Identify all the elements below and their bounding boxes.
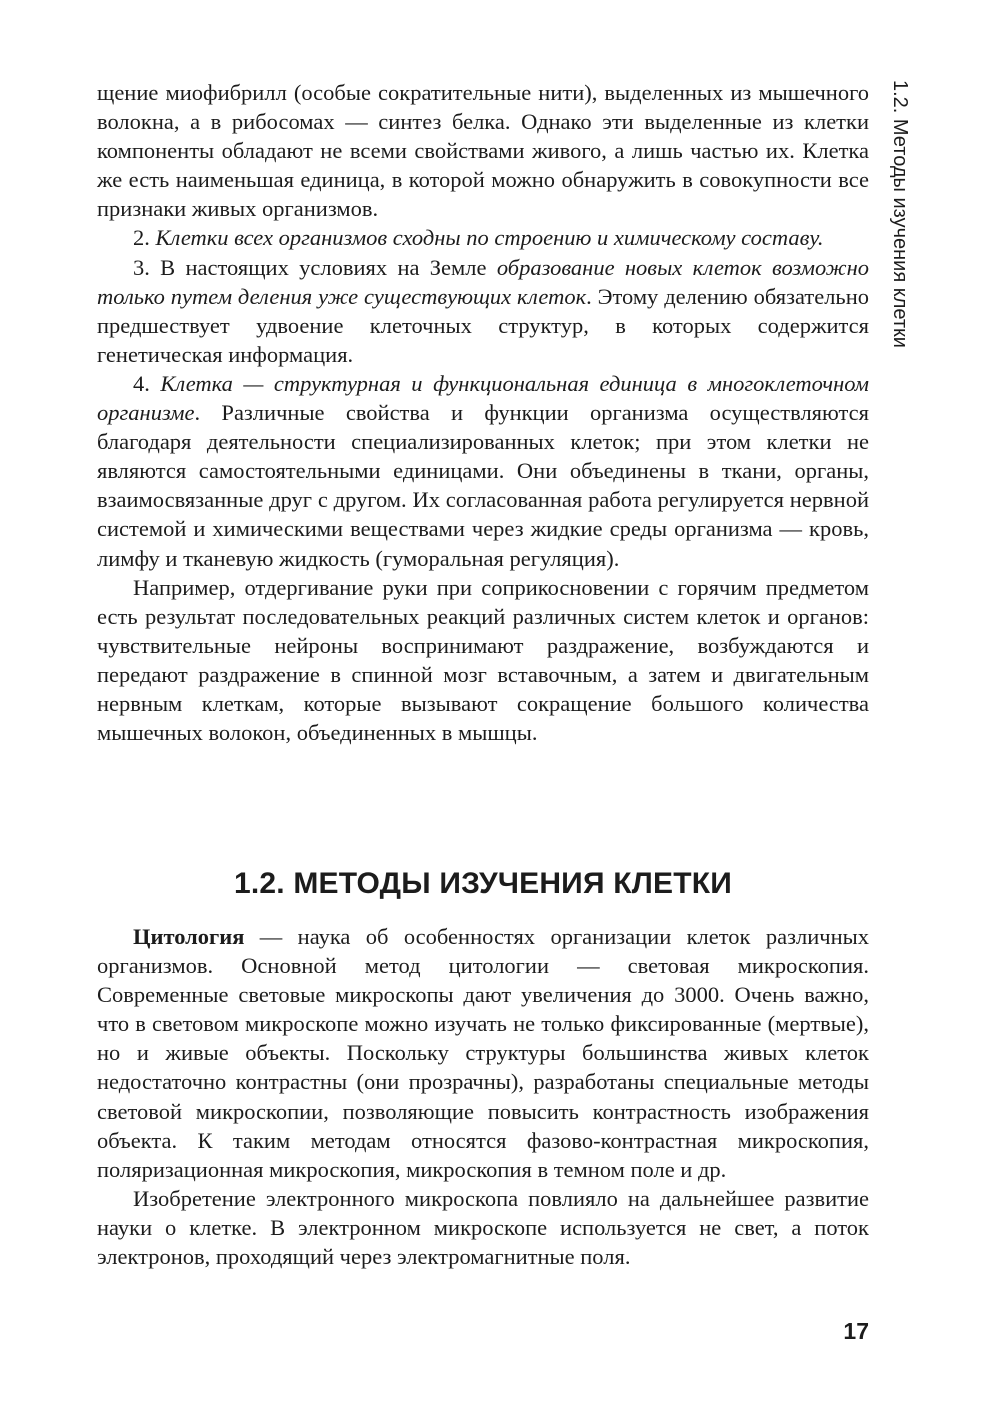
text-block-top bbox=[97, 78, 869, 747]
running-head: 1.2. Методы изучения клетки bbox=[889, 80, 911, 348]
paragraph-point-2 bbox=[97, 223, 869, 252]
point-4-statement: Клетка — структурная и функциональная единица в многоклеточном организме bbox=[97, 370, 869, 426]
point-2-number: 2. bbox=[133, 225, 156, 251]
cytology-definition: — наука об особенностях организации клеток различных организмов. Основной метод цитологии — световая микроскопия. Современные световые микроскопы дают увеличения до 3000. Очень важно, что в световом микроскопе можно изучать не только фиксированные (мертвые), но и живые объекты. Поскольку структуры большинства живых клеток недостаточно контрастны (они прозрачны), разработаны специальные методы световой микроскопии, позволяющие повысить контрастность изображения объекта. К таким методам относятся фазово-контрастная микроскопия, поляризационная микроскопия, микроскопия в темном поле и др. bbox=[97, 924, 869, 1182]
point-3-text: . Этому делению обязательно предшествует удвоение клеточных структур, в которых содержится генетическая информация. bbox=[97, 283, 869, 367]
paragraph-point-4 bbox=[97, 369, 869, 573]
paragraph-electron-microscope: Изобретение электронного микроскопа повлияло на дальнейшее развитие науки о клетке. В электронном микроскопе используется не свет, а поток электронов, проходящий через электромагнитные поля. bbox=[97, 1185, 869, 1270]
point-3-lead: 3. В настоящих условиях на Земле bbox=[133, 254, 497, 280]
page-number: 17 bbox=[843, 1318, 869, 1344]
paragraph-cytology bbox=[97, 922, 869, 1184]
section-heading: 1.2. МЕТОДЫ ИЗУЧЕНИЯ КЛЕТКИ bbox=[233, 867, 733, 900]
point-3-statement: образование новых клеток возможно только путем деления уже существующих клеток bbox=[97, 254, 870, 309]
paragraph-continuation: щение миофибрилл (особые сократительные нити), выделенных из мышечного волокна, а в рибосомах — синтез белка. Однако эти выделенные из клетки компоненты обладают не всеми свойствами живого, а лишь частью их. Клетка же есть наименьшая единица, в которой можно обнаружить в совокупности все признаки живых организмов. bbox=[97, 80, 869, 222]
text-block-bottom bbox=[97, 922, 869, 1271]
paragraph-example: Например, отдергивание руки при соприкосновении с горячим предметом есть результат последовательных реакций различных систем клеток и органов: чувствительные нейроны воспринимают раздражение, возбуждаются и передают раздражение в спинной мозг вставочным, а затем и двигательным нервным клеткам, которые вызывают сокращение большого количества мышечных волокон, объединенных в мышцы. bbox=[97, 574, 869, 746]
point-4-text: . Различные свойства и функции организма осуществляются благодаря деятельности специализированных клеток; при этом клетки не являются самостоятельными единицами. Они объединены в ткани, органы, взаимосвязанные друг с другом. Их согласованная работа регулируется нервной системой и химическими веществами через жидкие среды организма — кровь, лимфу и тканевую жидкость (гуморальная регуляция). bbox=[97, 400, 869, 571]
paragraph-point-3 bbox=[97, 253, 869, 369]
term-cytology: Цитология bbox=[133, 924, 245, 949]
point-4-number: 4. bbox=[133, 370, 161, 396]
point-2-statement: Клетки всех организмов сходны по строению и химическому составу. bbox=[155, 225, 824, 251]
